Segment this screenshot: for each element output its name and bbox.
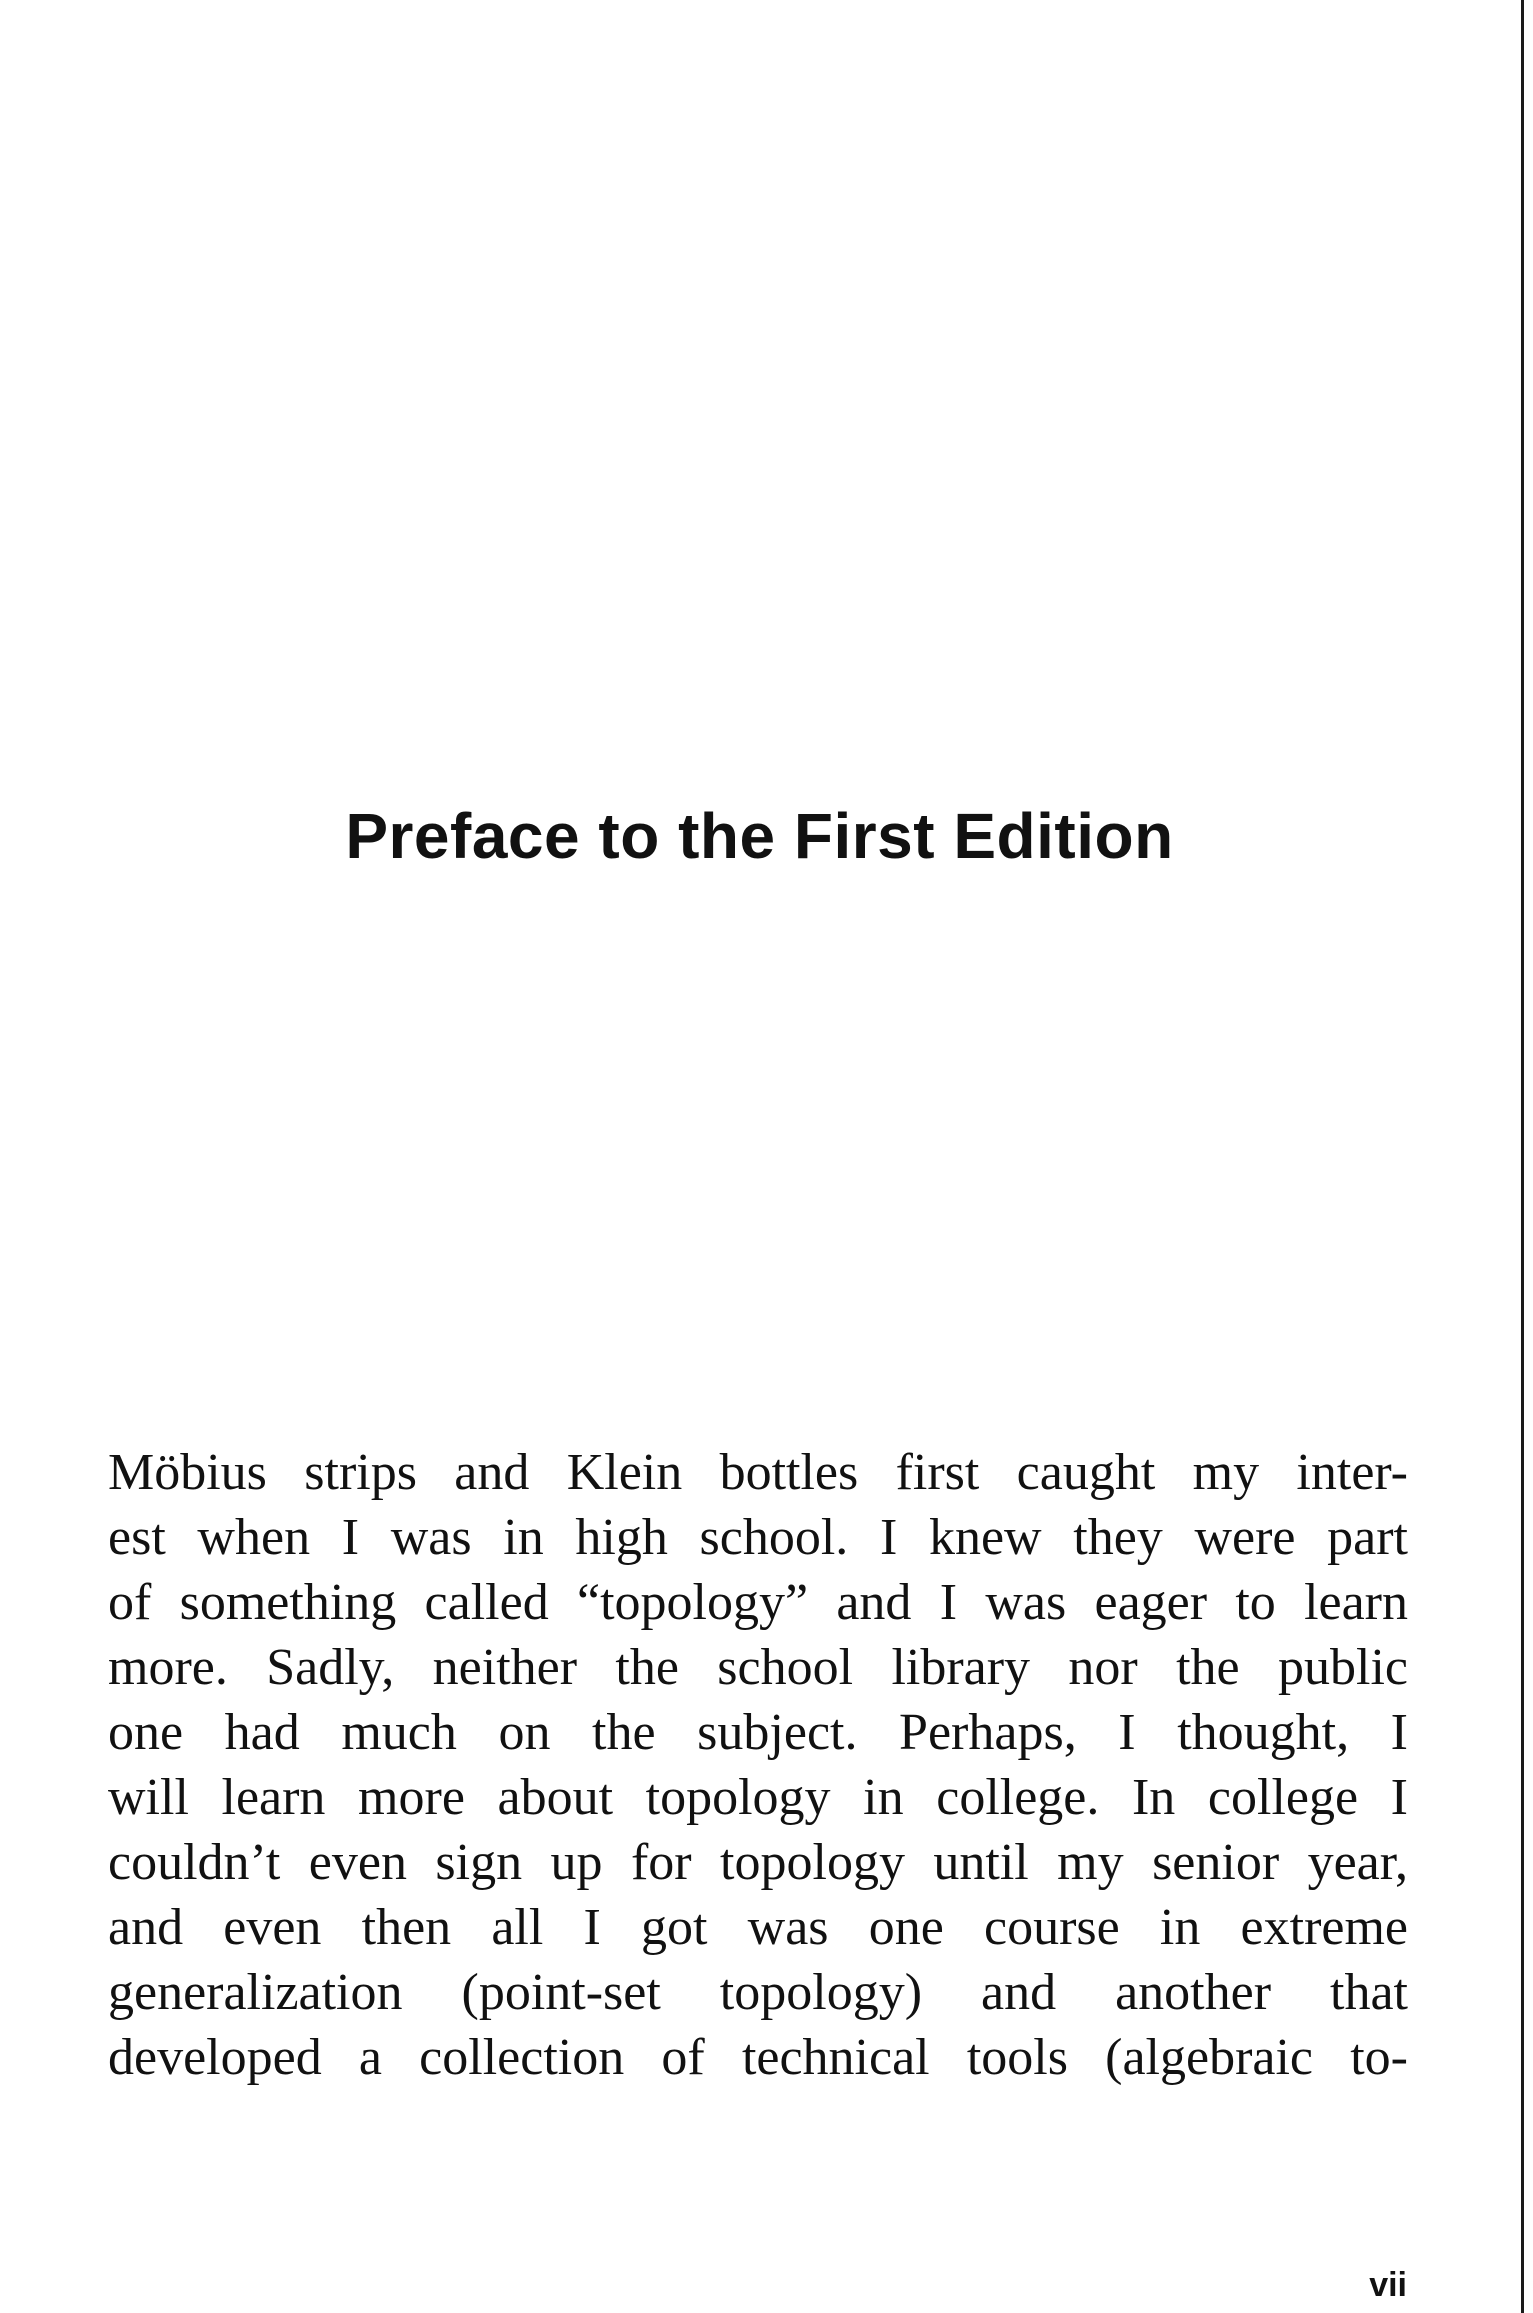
paragraph-line: more. Sadly, neither the school library nor the public [108,1639,1408,1696]
page-number: vii [1369,2266,1407,2304]
paragraph-line: est when I was in high school. I knew they were part [108,1509,1408,1566]
paragraph-line: developed a collection of technical tools (algebraic to- [108,2029,1408,2086]
paragraph-line: of something called “topology” and I was eager to learn [108,1574,1408,1631]
chapter-title: Preface to the First Edition [345,800,1174,872]
body-paragraph [108,1440,1408,2090]
paragraph-line: couldn’t even sign up for topology until my senior year, [108,1834,1408,1891]
paragraph-line: and even then all I got was one course in extreme [108,1899,1408,1956]
paragraph-line: one had much on the subject. Perhaps, I thought, I [108,1704,1408,1761]
paragraph-line: generalization (point-set topology) and another that [108,1964,1408,2021]
paragraph-line: Möbius strips and Klein bottles first caught my inter- [108,1444,1408,1501]
paragraph-line: will learn more about topology in college. In college I [108,1769,1408,1826]
page-edge-rule [1521,0,1524,2313]
